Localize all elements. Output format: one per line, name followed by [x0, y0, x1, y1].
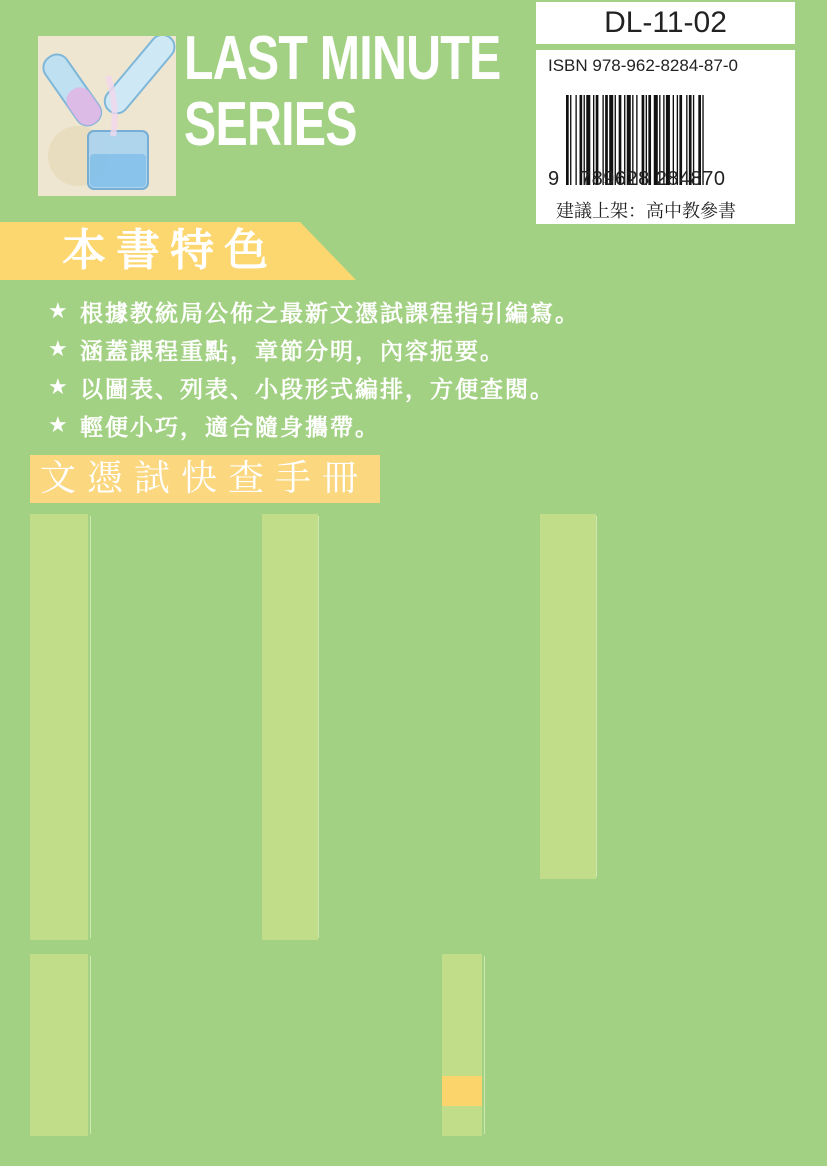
shelf-category: 建議上架：高中教參書	[556, 201, 736, 222]
column-divider	[90, 956, 91, 1134]
series-title-line1: LAST MINUTE	[184, 24, 501, 93]
column-divider	[596, 516, 597, 877]
star-icon: ★	[48, 412, 70, 438]
isbn-box	[536, 50, 795, 224]
number-column-bg	[540, 514, 596, 879]
product-code: DL-11-02	[536, 2, 795, 44]
series-title	[184, 24, 501, 159]
series-title-line2: SERIES	[184, 90, 357, 159]
highlight-box	[442, 1076, 482, 1106]
quick-title: 文憑試快查手冊	[40, 458, 370, 499]
number-column-bg	[30, 954, 88, 1136]
star-icon: ★	[48, 374, 70, 400]
features-list	[48, 292, 580, 444]
column-divider	[318, 516, 319, 938]
features-title: 本書特色	[62, 225, 278, 276]
number-column-bg	[442, 954, 482, 1136]
isbn-text: ISBN 978-962-8284-87-0	[548, 56, 738, 75]
feature-item: ★ 根據教統局公佈之最新文憑試課程指引編寫。	[48, 298, 580, 327]
feature-item: ★ 涵蓋課程重點，章節分明，內容扼要。	[48, 336, 505, 365]
barcode-first-digit: 9	[548, 168, 560, 190]
cover-illustration	[38, 36, 176, 196]
column-divider	[90, 516, 91, 938]
star-icon: ★	[48, 336, 70, 362]
number-column-bg	[30, 514, 88, 940]
number-column-bg	[262, 514, 318, 940]
barcode-digits: 789628 284870	[580, 168, 726, 190]
star-icon: ★	[48, 298, 70, 324]
column-divider	[484, 956, 485, 1134]
feature-item: ★ 輕便小巧，適合隨身攜帶。	[48, 412, 380, 441]
feature-item: ★ 以圖表、列表、小段形式編排，方便查閱。	[48, 374, 555, 403]
